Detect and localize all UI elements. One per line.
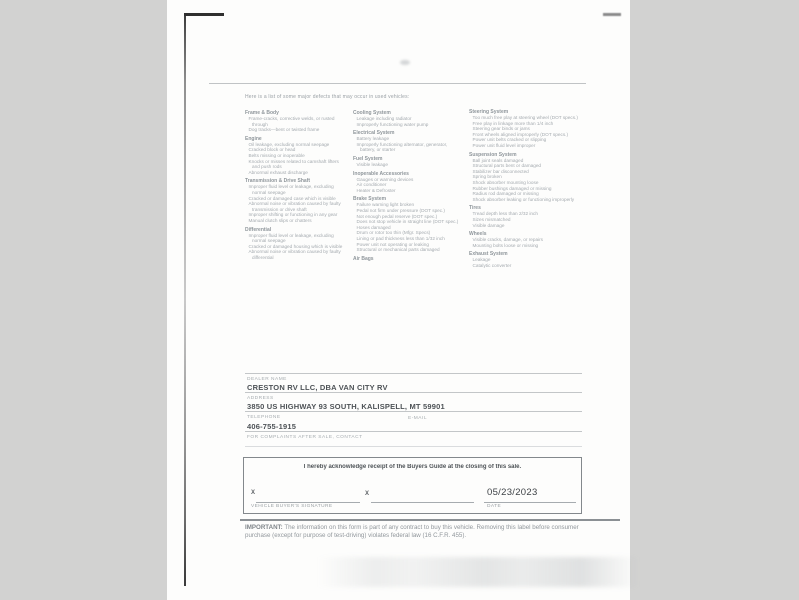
dealer-section [245,373,582,451]
defect-section-title: Electrical System [353,130,395,137]
defect-item: Battery leakage [356,136,390,142]
defect-item: Does not stop vehicle in straight line (DOT spec.) [356,219,459,225]
complaints-contact-label: FOR COMPLAINTS AFTER SALE, CONTACT [247,435,363,440]
defect-item: Radius rod damaged or missing [472,191,539,197]
defect-item: Leakage including radiator [356,116,412,121]
defects-intro-text: Here is a list of some major defects that may occur in used vehicles: [245,94,410,100]
defect-item: Manual clutch slips or chatters [248,217,312,223]
signature-x-mark-1: X [251,490,256,496]
defect-item: Leakage [472,257,491,263]
defect-item: Improper shifting or functioning in any gear [248,212,338,218]
defect-item: Cracked block or head [248,147,296,153]
important-text: The information on this form is part of any contract to buy this vehicle. Removing this label before consumer purchase (except for purpose of test-driving) violates federal law (16 C.F.R. 455). [245,524,579,539]
defect-item: Not enough pedal reserve (DOT spec.) [356,213,438,219]
defect-item: Oil leakage, excluding normal seepage [248,141,330,147]
defect-item: Structural or mechanical parts damaged [356,247,440,253]
defect-item: Knocks or misses related to camshaft lifters and push rods [248,158,339,170]
defect-item: Spring broken [472,174,502,180]
defect-item: Heater & Defroster [356,187,396,193]
defect-section-title: Frame & Body [245,110,279,116]
defect-section-title: Steering System [469,109,509,115]
defect-item: Dog tracks—bent or twisted frame [248,127,320,133]
defect-item: Cracked or damaged case which is visible [248,195,336,201]
signature-x-mark-2: X [365,491,370,497]
defect-item: Visible leakage [356,161,388,167]
defect-item: Visible cracks, damage, or repairs [472,237,544,243]
dealer-email-label: E-MAIL [408,416,427,421]
dealer-name-label: DEALER NAME [247,377,287,382]
defect-item: Improperly functioning alternator, generator, battery, or starter [356,141,448,153]
dealer-telephone-value: 406-755-1915 [247,422,297,431]
defect-section-title: Inoperable Accessories [353,170,409,177]
defect-section-title: Cooling System [353,110,391,116]
defect-item: Mounting bolts loose or missing [472,242,539,248]
divider-footer [240,519,620,521]
defect-section-title: Exhaust System [469,251,508,258]
defect-item: Belts missing or inoperable [248,152,305,158]
defect-section-title: Air Bags [353,255,374,262]
defect-item: Abnormal noise or vibration caused by faulty transmission or drive shaft [248,201,341,212]
dealer-address-value: 3850 US HIGHWAY 93 SOUTH, KALISPELL, MT 59901 [247,402,445,411]
defect-item: Steering gear binds or jams [472,126,530,132]
defect-column-3 [469,109,583,268]
defect-section-title: Transmission & Drive Shaft [245,178,311,185]
defect-item: Sizes mismatched [472,216,511,222]
defect-column-1 [245,110,346,260]
defect-item: Gauges or warning devices [356,176,414,182]
defect-section-title: Differential [245,226,272,233]
important-label: IMPORTANT: [245,524,283,531]
defect-item: Frame-cracks, corrective welds, or rusted through [248,116,335,127]
defect-item: Visible damage [472,222,505,228]
defect-section-title: Engine [245,135,262,142]
divider [245,411,582,412]
signature-line-1 [256,502,360,503]
defect-section-title: Tires [469,205,481,212]
sale-date-value: 05/23/2023 [487,487,538,498]
defect-column-2 [353,110,460,262]
defect-item: Improper fluid level or leakage, excluding normal seepage [248,232,334,244]
divider [245,373,582,374]
defect-item: Shock absorber leaking or functioning improperly [472,196,575,202]
defect-item: Power unit belts cracked or slipping [472,137,547,143]
defect-item: Shock absorber mounting loose [472,179,539,185]
defect-item: Abnormal exhaust discharge [248,169,308,175]
defect-item: Pedal not firm under pressure (DOT spec.) [356,207,445,213]
defect-item: Ball joint seals damaged [472,157,524,163]
defect-item: Rubber bushings damaged or missing [472,185,552,191]
dealer-name-value: CRESTON RV LLC, DBA VAN CITY RV [247,383,388,392]
defect-section-title: Brake System [353,196,387,203]
defect-item: Catalytic converter [472,262,512,268]
defect-item: Stabilizer bar disconnected [472,168,529,174]
defect-item: Free play in linkage more than 1/4 inch [472,120,554,126]
buyers-guide-page [167,0,630,600]
date-line [484,502,576,503]
defect-item: Improperly functioning water pump [356,121,429,127]
defect-item: Failure warning light broken [356,202,415,208]
divider [245,392,582,393]
date-label: DATE [487,504,502,509]
defect-item: Too much free play at steering wheel (DOT specs.) [472,115,578,120]
defect-item: Cracked or damaged housing which is visible [248,243,343,249]
dealer-address-label: ADDRESS [247,396,274,401]
acknowledgement-box [243,457,582,514]
defect-item: Drum or rotor too thin (Mfgr. Specs) [356,230,431,236]
divider [245,431,582,432]
buyer-signature-label: VEHICLE BUYER'S SIGNATURE [251,504,333,509]
defect-item: Lining or pad thickness less than 1/32 inch [356,235,445,241]
defect-item: Hoses damaged [356,224,391,230]
scan-bleed-through [317,557,639,587]
defect-item: Front wheels aligned improperly (DOT specs.) [472,131,569,137]
signature-line-2 [371,502,474,503]
defect-item: Air conditioner [356,182,387,188]
defect-item: Power unit fluid level improper [472,142,536,148]
defect-item: Power unit not operating or leaking [356,241,429,247]
important-notice [245,524,597,540]
defect-section-title: Fuel System [353,155,383,162]
defect-item: Tread depth less than 2/32 inch [472,211,538,217]
defect-section-title: Wheels [469,231,487,238]
defect-item: Structural parts bent or damaged [472,163,542,169]
defect-item: Abnormal noise or vibration caused by faulty differential [248,249,341,260]
defect-item: Improper fluid level or leakage, excluding normal seepage [248,184,334,195]
defect-section-title: Suspension System [469,151,517,158]
dealer-telephone-label: TELEPHONE [247,415,281,420]
divider [245,446,582,447]
acknowledgement-statement: I hereby acknowledge receipt of the Buyers Guide at the closing of this sale. [303,464,522,470]
